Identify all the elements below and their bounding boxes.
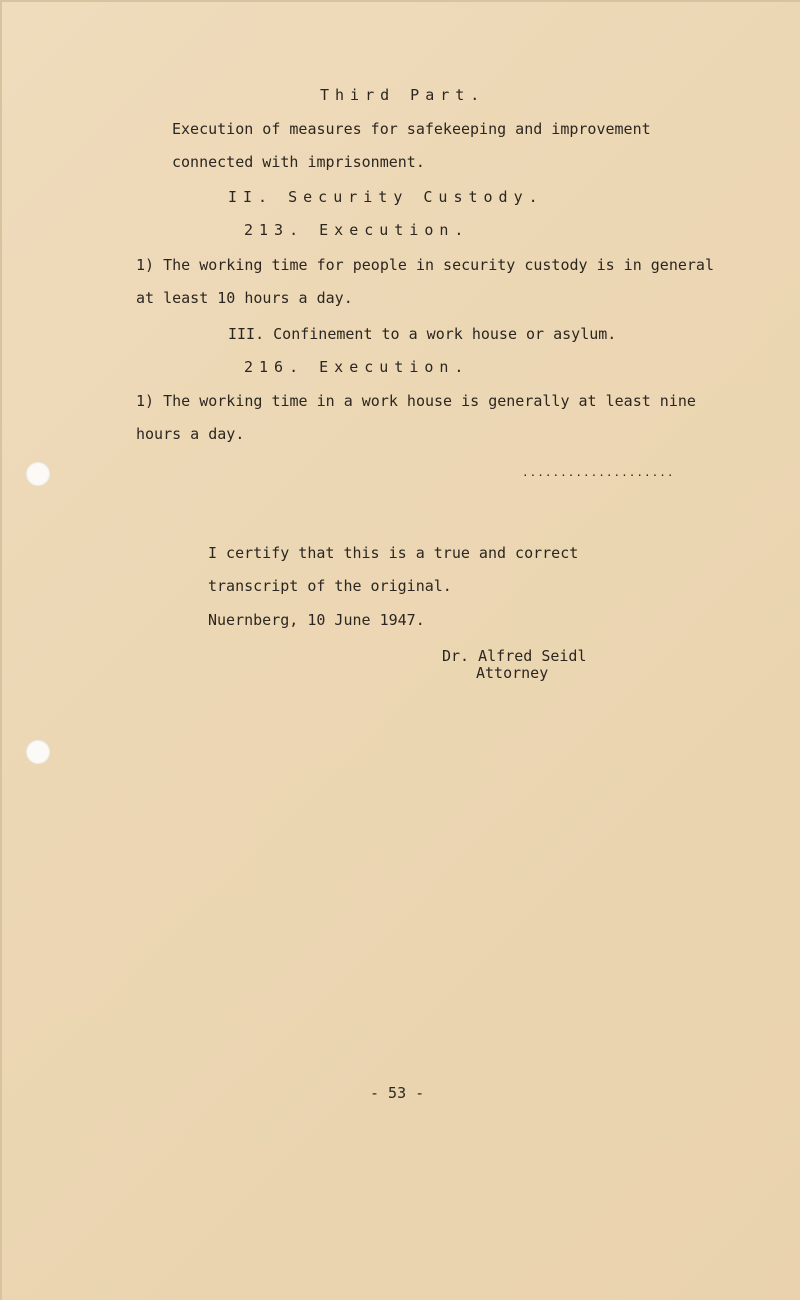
intro-line-1: Execution of measures for safekeeping and improvement	[172, 120, 651, 138]
certification-line-2: transcript of the original.	[208, 577, 452, 595]
certification-place-date: Nuernberg, 10 June 1947.	[208, 611, 425, 629]
page-edge-top	[0, 0, 800, 2]
section-2-title: II. Security Custody.	[228, 188, 544, 206]
article-213-title: 213. Execution.	[244, 221, 470, 239]
part-heading: Third Part.	[320, 86, 486, 104]
punch-hole-bottom	[26, 740, 50, 764]
certification-line-1: I certify that this is a true and correct	[208, 544, 579, 562]
section-3-title: III. Confinement to a work house or asylum.	[228, 325, 617, 343]
punch-hole-top	[26, 462, 50, 486]
page-number: - 53 -	[370, 1084, 425, 1102]
separator-dots: ....................	[522, 466, 675, 479]
article-216-line-1: 1) The working time in a work house is generally at least nine	[136, 392, 696, 410]
intro-line-2: connected with imprisonment.	[172, 153, 425, 171]
page-edge-left	[0, 0, 2, 1300]
signer-title: Attorney	[476, 664, 549, 682]
article-213-line-2: at least 10 hours a day.	[136, 289, 353, 307]
article-213-line-1: 1) The working time for people in security custody is in general	[136, 256, 714, 274]
article-216-title: 216. Execution.	[244, 358, 470, 376]
article-216-line-2: hours a day.	[136, 425, 245, 443]
signer-name: Dr. Alfred Seidl	[442, 647, 587, 665]
